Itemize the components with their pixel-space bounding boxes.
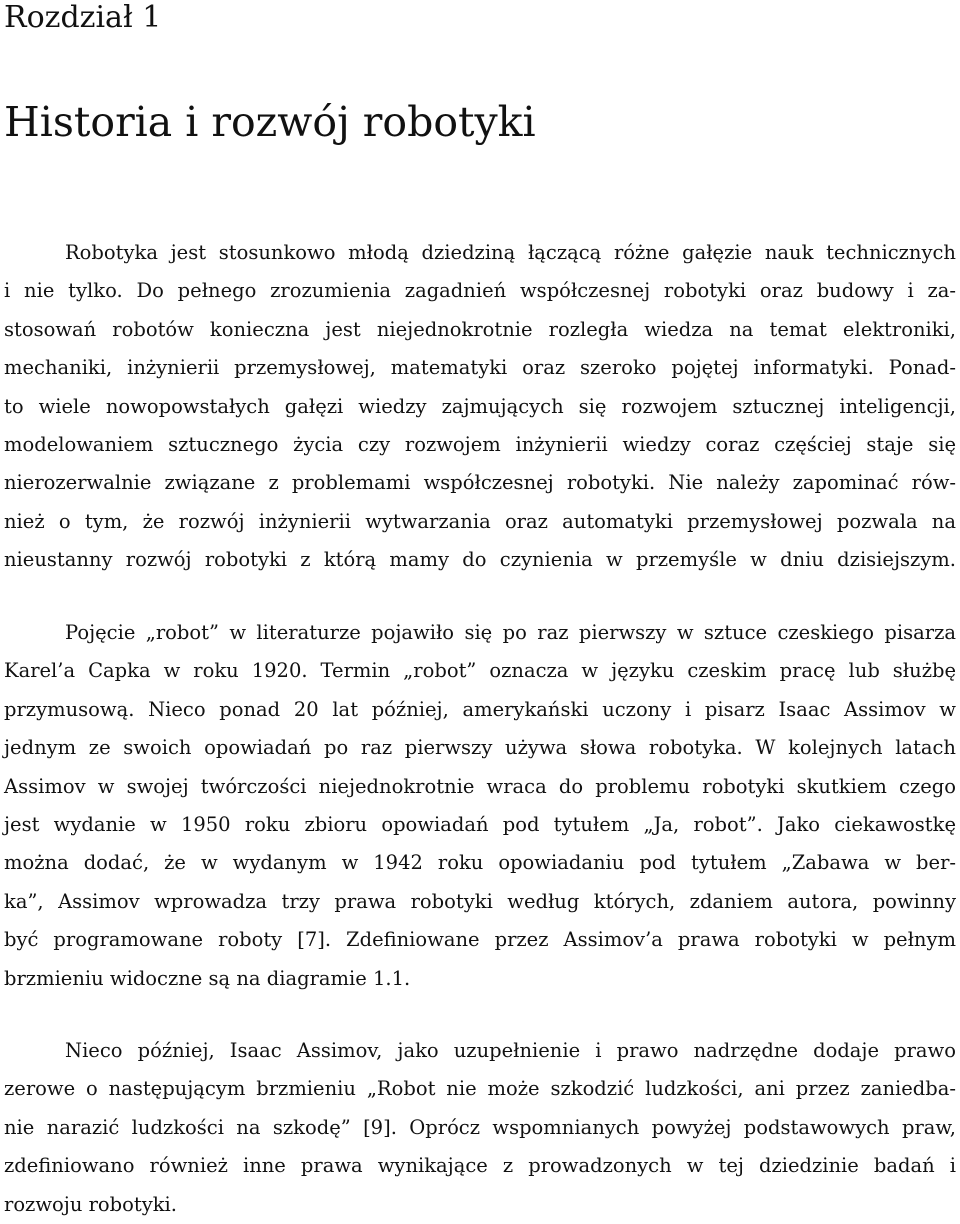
text-line: stosowań robotów konieczna jest niejednokrotnie rozległa wiedza na temat elektroniki, <box>4 317 956 341</box>
paragraph-zeroth-law <box>4 1032 956 1224</box>
chapter-label: Rozdział 1 <box>4 0 162 35</box>
text-line: brzmieniu widoczne są na diagramie 1.1. <box>4 966 411 990</box>
text-line: modelowaniem sztucznego życia czy rozwojem inżynierii wiedzy coraz częściej staje się <box>4 432 956 456</box>
text-line: przymusową. Nieco ponad 20 lat później, amerykański uczony i pisarz Isaac Assimov w <box>4 697 956 721</box>
text-line: to wiele nowopowstałych gałęzi wiedzy zajmujących się rozwojem sztucznej inteligencji, <box>4 394 956 418</box>
text-line: jednym ze swoich opowiadań po raz pierwszy używa słowa robotyka. W kolejnych latach <box>4 736 956 760</box>
text-line: zdefiniowano również inne prawa wynikające z prowadzonych w tej dziedzinie badań i <box>4 1154 956 1178</box>
paragraph-intro <box>4 234 956 580</box>
text-line: zerowe o następującym brzmieniu „Robot nie może szkodzić ludzkości, ani przez zaniedba- <box>4 1077 956 1101</box>
text-line: Pojęcie „robot” w literaturze pojawiło się po raz pierwszy w sztuce czeskiego pisarza <box>65 621 956 644</box>
text-line: Karel’a Capka w roku 1920. Termin „robot” oznacza w języku czeskim pracę lub służbę <box>4 659 956 683</box>
text-line: mechaniki, inżynierii przemysłowej, matematyki oraz szeroko pojętej informatyki. Ponad- <box>4 356 956 380</box>
text-line: być programowane roboty [7]. Zdefiniowane przez Assimov’a prawa robotyki w pełnym <box>4 928 956 952</box>
text-line: i nie tylko. Do pełnego zrozumienia zagadnień współczesnej robotyki oraz budowy i za- <box>4 279 956 303</box>
text-line: nieustanny rozwój robotyki z którą mamy do czynienia w przemyśle w dniu dzisiejszym. <box>4 548 956 572</box>
text-line: nie narazić ludzkości na szkodę” [9]. Oprócz wspomnianych powyżej podstawowych praw, <box>4 1115 956 1139</box>
text-line: ka”, Assimov wprowadza trzy prawa robotyki według których, zdaniem autora, powinny <box>4 889 956 913</box>
chapter-title: Historia i rozwój robotyki <box>4 98 536 146</box>
text-line: jest wydanie w 1950 roku zbioru opowiadań pod tytułem „Ja, robot”. Jako ciekawostkę <box>4 812 956 836</box>
text-line: można dodać, że w wydanym w 1942 roku opowiadaniu pod tytułem „Zabawa w ber- <box>4 851 956 875</box>
text-line: nierozerwalnie związane z problemami współczesnej robotyki. Nie należy zapominać rów- <box>4 471 956 495</box>
text-line: Nieco później, Isaac Assimov, jako uzupełnienie i prawo nadrzędne dodaje prawo <box>65 1039 956 1062</box>
paragraph-robot-term <box>4 614 956 998</box>
text-line: rozwoju robotyki. <box>4 1192 177 1216</box>
text-line: Assimov w swojej twórczości niejednokrotnie wraca do problemu robotyki skutkiem czego <box>4 774 956 798</box>
text-line: nież o tym, że rozwój inżynierii wytwarzania oraz automatyki przemysłowej pozwala na <box>4 509 956 533</box>
text-line: Robotyka jest stosunkowo młodą dziedziną łączącą różne gałęzie nauk technicznych <box>65 241 956 264</box>
